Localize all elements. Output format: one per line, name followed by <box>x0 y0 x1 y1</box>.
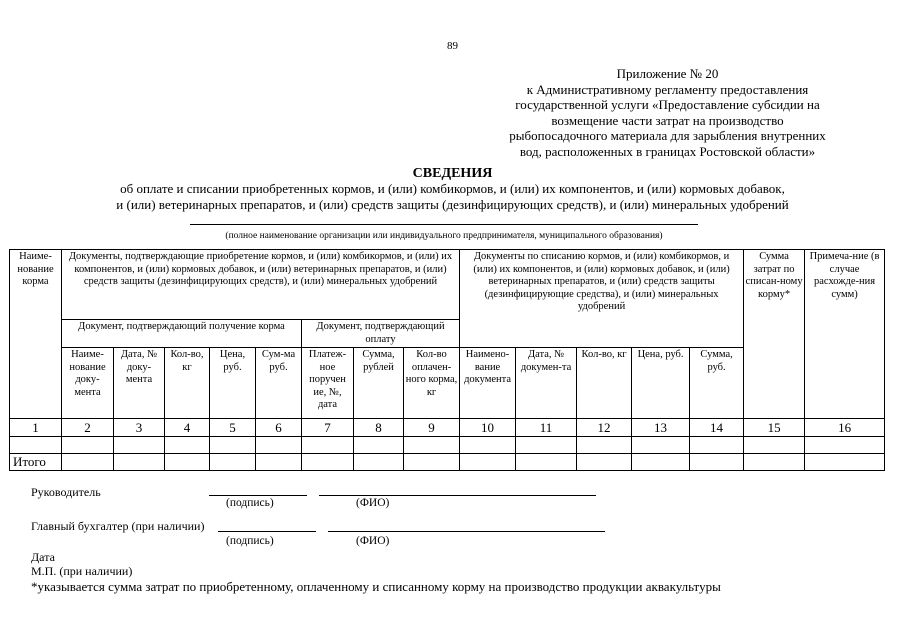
head-signature-line[interactable] <box>209 495 307 496</box>
appendix-line: к Административному регламенту предоставления <box>526 81 809 97</box>
table-cell[interactable] <box>210 437 256 454</box>
table-cell[interactable] <box>744 454 805 471</box>
header-writeoff-documents: Документы по списанию кормов, и (или) комбикормов, и (или) их компонентов, и (или) кормовых добавок, и (или) ветеринарных препаратов, и (или) средств защиты (дезинфицирующие средства), и (или) минеральных удобрений <box>460 250 744 348</box>
header-note: Примеча-ние (в случае расхожде-ния сумм) <box>805 250 885 419</box>
table-cell[interactable] <box>302 454 354 471</box>
table-cell[interactable] <box>516 454 577 471</box>
column-number: 6 <box>256 419 302 437</box>
footnote: *указывается сумма затрат по приобретенному, оплаченному и списанному корму на производство продукции аквакультуры <box>31 579 721 594</box>
header-writeoff-price: Цена, руб. <box>632 348 690 419</box>
column-number: 16 <box>805 419 885 437</box>
table-cell[interactable] <box>62 454 114 471</box>
head-signature-caption: (подпись) <box>226 497 274 509</box>
header-feed-name: Наиме-нование корма <box>10 250 62 419</box>
table-cell[interactable] <box>577 437 632 454</box>
header-receipt-price: Цена, руб. <box>210 348 256 419</box>
table-cell[interactable] <box>805 454 885 471</box>
column-number: 4 <box>165 419 210 437</box>
page-number: 89 <box>447 40 458 52</box>
header-payment-order: Платеж-ное поручен ие, №, дата <box>302 348 354 419</box>
column-number: 12 <box>577 419 632 437</box>
head-fio-line[interactable] <box>319 495 596 496</box>
appendix-block <box>470 66 865 159</box>
appendix-line: рыбопосадочного материала для зарыбления внутренних <box>509 128 826 143</box>
header-payment-qty: Кол-во оплачен-ного корма, кг <box>404 348 460 419</box>
table-cell[interactable] <box>165 454 210 471</box>
header-payment-sum: Сумма, рублей <box>354 348 404 419</box>
head-label: Руководитель <box>31 485 101 499</box>
header-writeoff-doc-name: Наимено-вание документа <box>460 348 516 419</box>
total-row <box>10 454 885 471</box>
table-cell[interactable] <box>632 454 690 471</box>
column-number: 2 <box>62 419 114 437</box>
column-number: 11 <box>516 419 577 437</box>
table-cell[interactable] <box>354 437 404 454</box>
appendix-line: возмещение части затрат на производство <box>551 112 784 128</box>
header-writeoff-qty: Кол-во, кг <box>577 348 632 419</box>
table-cell[interactable] <box>210 454 256 471</box>
header-writeoff-sum: Сумма затрат по списан-ному корму* <box>744 250 805 419</box>
header-receipt-qty: Кол-во, кг <box>165 348 210 419</box>
table-cell[interactable] <box>62 437 114 454</box>
table-cell[interactable] <box>165 437 210 454</box>
accountant-fio-caption: (ФИО) <box>356 535 390 547</box>
appendix-title: Приложение № 20 <box>616 66 719 81</box>
header-payment-document: Документ, подтверждающий оплату <box>302 320 460 348</box>
column-number: 15 <box>744 419 805 437</box>
column-number: 7 <box>302 419 354 437</box>
table-cell[interactable] <box>302 437 354 454</box>
header-acquisition-documents: Документы, подтверждающие приобретение кормов, и (или) комбикормов, и (или) их компонентов, и (или) кормовых добавок, и (или) ветеринарных препаратов, и (или) средств защиты (дезинфицирующих средств), и (или) минеральных удобрений <box>62 250 460 320</box>
column-number: 1 <box>10 419 62 437</box>
column-number: 3 <box>114 419 165 437</box>
header-writeoff-sum-rub: Сумма, руб. <box>690 348 744 419</box>
total-label: Итого <box>10 454 62 471</box>
table-cell[interactable] <box>690 437 744 454</box>
organization-caption: (полное наименование организации или индивидуального предпринимателя, муниципального образования) <box>225 231 663 241</box>
date-label: Дата <box>31 550 55 564</box>
table-cell[interactable] <box>354 454 404 471</box>
table-cell[interactable] <box>404 437 460 454</box>
appendix-line: вод, расположенных в границах Ростовской области» <box>519 143 816 159</box>
table-cell[interactable] <box>114 437 165 454</box>
column-number: 5 <box>210 419 256 437</box>
table-cell[interactable] <box>805 437 885 454</box>
header-receipt-doc-date: Дата, № доку-мента <box>114 348 165 419</box>
table-cell[interactable] <box>256 437 302 454</box>
table-cell[interactable] <box>690 454 744 471</box>
header-receipt-document: Документ, подтверждающий получение корма <box>62 320 302 348</box>
column-number: 13 <box>632 419 690 437</box>
chief-accountant-label: Главный бухгалтер (при наличии) <box>31 519 205 533</box>
accountant-signature-line[interactable] <box>218 531 316 532</box>
stamp-label: М.П. (при наличии) <box>31 564 133 578</box>
column-number: 9 <box>404 419 460 437</box>
table-cell[interactable] <box>10 437 62 454</box>
column-number: 14 <box>690 419 744 437</box>
table-row <box>10 437 885 454</box>
organization-name-line <box>190 224 698 225</box>
table-cell[interactable] <box>460 437 516 454</box>
document-subtitle <box>10 181 895 212</box>
table-cell[interactable] <box>256 454 302 471</box>
table-cell[interactable] <box>460 454 516 471</box>
accountant-signature-caption: (подпись) <box>226 535 274 547</box>
subtitle-line: и (или) ветеринарных препаратов, и (или) средств защиты (дезинфицирующих средств), и (или) минеральных удобрений <box>116 196 789 212</box>
subtitle-line: об оплате и списании приобретенных кормов, и (или) комбикормов, и (или) их компонентов, и (или) кормовых добавок, <box>120 181 785 196</box>
head-fio-caption: (ФИО) <box>356 497 390 509</box>
table-cell[interactable] <box>114 454 165 471</box>
column-number: 8 <box>354 419 404 437</box>
data-table <box>9 249 885 471</box>
table-cell[interactable] <box>516 437 577 454</box>
header-receipt-doc-name: Наиме-нование доку-мента <box>62 348 114 419</box>
header-writeoff-doc-date: Дата, № докумен-та <box>516 348 577 419</box>
document-title: СВЕДЕНИЯ <box>412 166 493 181</box>
accountant-fio-line[interactable] <box>328 531 605 532</box>
column-number: 10 <box>460 419 516 437</box>
table-cell[interactable] <box>632 437 690 454</box>
table-cell[interactable] <box>577 454 632 471</box>
appendix-line: государственной услуги «Предоставление субсидии на <box>515 97 820 112</box>
header-receipt-sum: Сум-ма руб. <box>256 348 302 419</box>
table-cell[interactable] <box>744 437 805 454</box>
table-cell[interactable] <box>404 454 460 471</box>
